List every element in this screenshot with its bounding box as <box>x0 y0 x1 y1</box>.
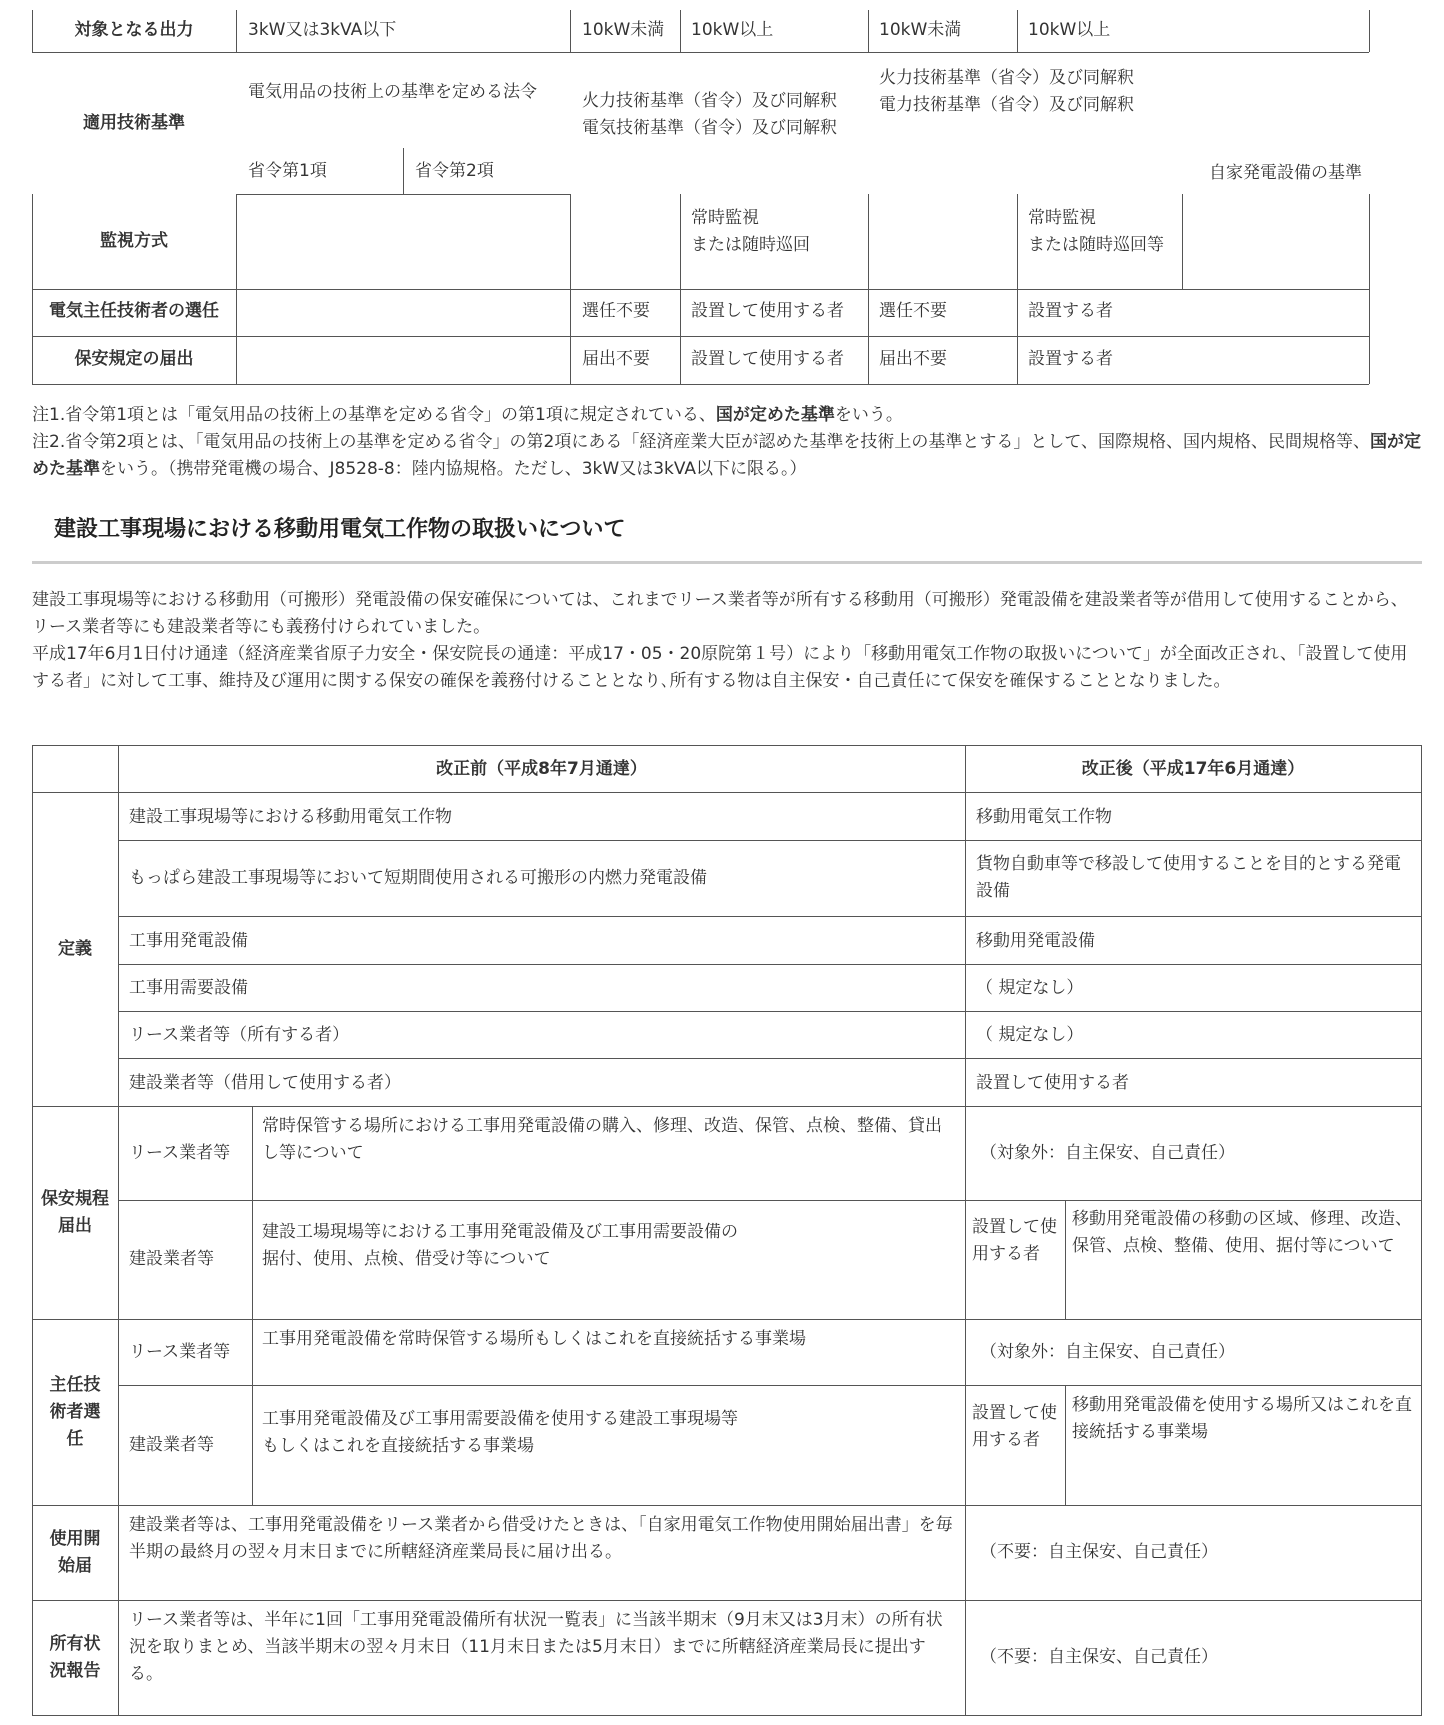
def-row-3-after: 移動用発電設備 <box>976 931 1095 951</box>
start-after: （不要：自主保安、自己責任） <box>980 1542 1218 1562</box>
engineer-builder-label: 建設業者等 <box>129 1434 214 1455</box>
safety-builder-label: 建設業者等 <box>129 1249 214 1269</box>
safety-lease-after: （対象外：自主保安、自己責任） <box>980 1142 1235 1163</box>
output-c2: 10kW未満 <box>582 20 665 40</box>
standards-fire1: 火力技術基準（省令）及び同解釈 <box>582 91 837 111</box>
def-row-4-after: （ 規定なし） <box>976 978 1084 998</box>
def-row-2-after: 貨物自動車等で移設して使用することを目的とする発電設備 <box>976 854 1401 901</box>
head-after: 改正後（平成17年6月通達） <box>1081 759 1305 779</box>
engineer-c5: 設置する者 <box>1028 301 1113 321</box>
start-label: 使用開始届 <box>49 1528 101 1576</box>
output-label: 対象となる出力 <box>74 20 194 40</box>
heading-rule <box>32 561 1422 564</box>
safety-builder-after: 移動用発電設備の移動の区域、修理、改造、保管、点検、整備、使用、据付等について <box>1072 1209 1412 1256</box>
def-row-1-after: 移動用電気工作物 <box>976 807 1112 827</box>
def-row-6-before: 建設業者等（借用して使用する者） <box>129 1073 401 1093</box>
standards-label: 適用技術基準 <box>83 113 185 133</box>
ownership-label: 所有状況報告 <box>49 1633 101 1681</box>
standards-self: 自家発電設備の基準 <box>1209 163 1362 183</box>
section-para-2: 平成17年6月1日付け通達（経済産業省原子力安全・保安院長の通達：平成17・05・20原院第１号）により「移動用電気工作物の取扱いについて」が全面改正され、「設置して使用する者」に対して工事、維持及び運用に関する保安の確保を義務付けることとなり､所有する物は自主保安・自己責任にて保安を確保することとなりました。 <box>32 644 1408 691</box>
monitor-c3: 常時監視 または随時巡回 <box>691 208 810 255</box>
safety-c2: 届出不要 <box>582 349 650 369</box>
def-row-5-before: リース業者等（所有する者） <box>129 1025 350 1045</box>
def-row-5-after: （ 規定なし） <box>976 1025 1084 1045</box>
engineer-lease-label: リース業者等 <box>129 1341 231 1362</box>
safety-c4: 届出不要 <box>879 349 947 369</box>
note-2: 注2.省令第2項とは、「電気用品の技術上の基準を定める省令」の第2項にある「経済産業大臣が認めた基準を技術上の基準とする」として、国際規格、国内規格、民間規格等、国が定めた基準をいう。（携帯発電機の場合、J8528-8：陸内協規格。ただし、3kW又は3kVA以下に限る。） <box>32 432 1422 479</box>
output-c3: 10kW以上 <box>691 20 774 40</box>
standards-fire2: 火力技術基準（省令）及び同解釈 <box>879 68 1134 88</box>
safety-group-label: 保安規程届出 <box>41 1188 109 1236</box>
output-c1: 3kW又は3kVA以下 <box>248 20 397 40</box>
monitor-c5: 常時監視 または随時巡回等 <box>1028 208 1164 255</box>
ownership-after: （不要：自主保安、自己責任） <box>980 1647 1218 1667</box>
engineer-group-label: 主任技術者選任 <box>49 1374 101 1449</box>
engineer-lease-before: 工事用発電設備を常時保管する場所もしくはこれを直接統括する事業場 <box>262 1329 806 1349</box>
safety-builder-after-who: 設置して使用する者 <box>972 1217 1057 1264</box>
head-before: 改正前（平成8年7月通達） <box>436 759 647 779</box>
standards-law: 電気用品の技術上の基準を定める法令 <box>248 82 537 102</box>
safety-label: 保安規定の届出 <box>74 349 194 369</box>
standards-sub2: 省令第2項 <box>415 161 494 181</box>
standards-power2: 電力技術基準（省令）及び同解釈 <box>879 95 1134 115</box>
definition-label: 定義 <box>58 938 92 959</box>
engineer-lease-after: （対象外：自主保安、自己責任） <box>980 1341 1235 1362</box>
safety-lease-label: リース業者等 <box>129 1142 231 1163</box>
safety-lease-before: 常時保管する場所における工事用発電設備の購入、修理、改造、保管、点検、整備、貸出し等について <box>262 1116 942 1163</box>
monitor-label: 監視方式 <box>100 231 168 251</box>
notes <box>32 402 1422 483</box>
safety-c3: 設置して使用する者 <box>691 349 844 369</box>
def-row-2-before: もっぱら建設工事現場等において短期間使用される可搬形の内燃力発電設備 <box>129 868 707 888</box>
note-1: 注1.省令第1項とは「電気用品の技術上の基準を定める省令」の第1項に規定されている、国が定めた基準をいう。 <box>32 405 903 425</box>
engineer-builder-after-who: 設置して使用する者 <box>972 1403 1057 1450</box>
engineer-builder-after: 移動用発電設備を使用する場所又はこれを直接統括する事業場 <box>1072 1395 1412 1442</box>
def-row-4-before: 工事用需要設備 <box>129 978 248 998</box>
section-heading: 建設工事現場における移動用電気工作物の取扱いについて <box>54 517 626 542</box>
start-before: 建設業者等は、工事用発電設備をリース業者から借受けたときは、「自家用電気工作物使用開始届出書」を毎半期の最終月の翌々月末日までに所轄経済産業局長に届け出る。 <box>129 1515 953 1562</box>
def-row-6-after: 設置して使用する者 <box>976 1073 1129 1093</box>
engineer-label: 電気主任技術者の選任 <box>49 301 219 321</box>
section-para-1: 建設工事現場等における移動用（可搬形）発電設備の保安確保については、これまでリース業者等が所有する移動用（可搬形）発電設備を建設業者等が借用して使用することから、リース業者等にも建設業者等にも義務付けられていました。 <box>32 590 1408 637</box>
engineer-c2: 選任不要 <box>582 301 650 321</box>
output-c5: 10kW以上 <box>1028 20 1111 40</box>
engineer-c4: 選任不要 <box>879 301 947 321</box>
standards-sub1: 省令第1項 <box>248 161 327 181</box>
output-c4: 10kW未満 <box>879 20 962 40</box>
safety-builder-before: 建設工場現場等における工事用発電設備及び工事用需要設備の据付、使用、点検、借受け等について <box>262 1222 738 1269</box>
ownership-before: リース業者等は、半年に1回「工事用発電設備所有状況一覧表」に当該半期末（9月末又は3月末）の所有状況を取りまとめ、当該半期末の翌々月末日（11月末日または5月末日）までに所轄経済産業局長に提出する。 <box>129 1610 943 1684</box>
section-paragraphs <box>32 587 1422 695</box>
safety-c5: 設置する者 <box>1028 349 1113 369</box>
def-row-3-before: 工事用発電設備 <box>129 931 248 951</box>
engineer-c3: 設置して使用する者 <box>691 301 844 321</box>
standards-elec1: 電気技術基準（省令）及び同解釈 <box>582 118 837 138</box>
engineer-builder-before: 工事用発電設備及び工事用需要設備を使用する建設工事現場等もしくはこれを直接統括する事業場 <box>262 1409 738 1456</box>
def-row-1-before: 建設工事現場等における移動用電気工作物 <box>129 807 452 827</box>
